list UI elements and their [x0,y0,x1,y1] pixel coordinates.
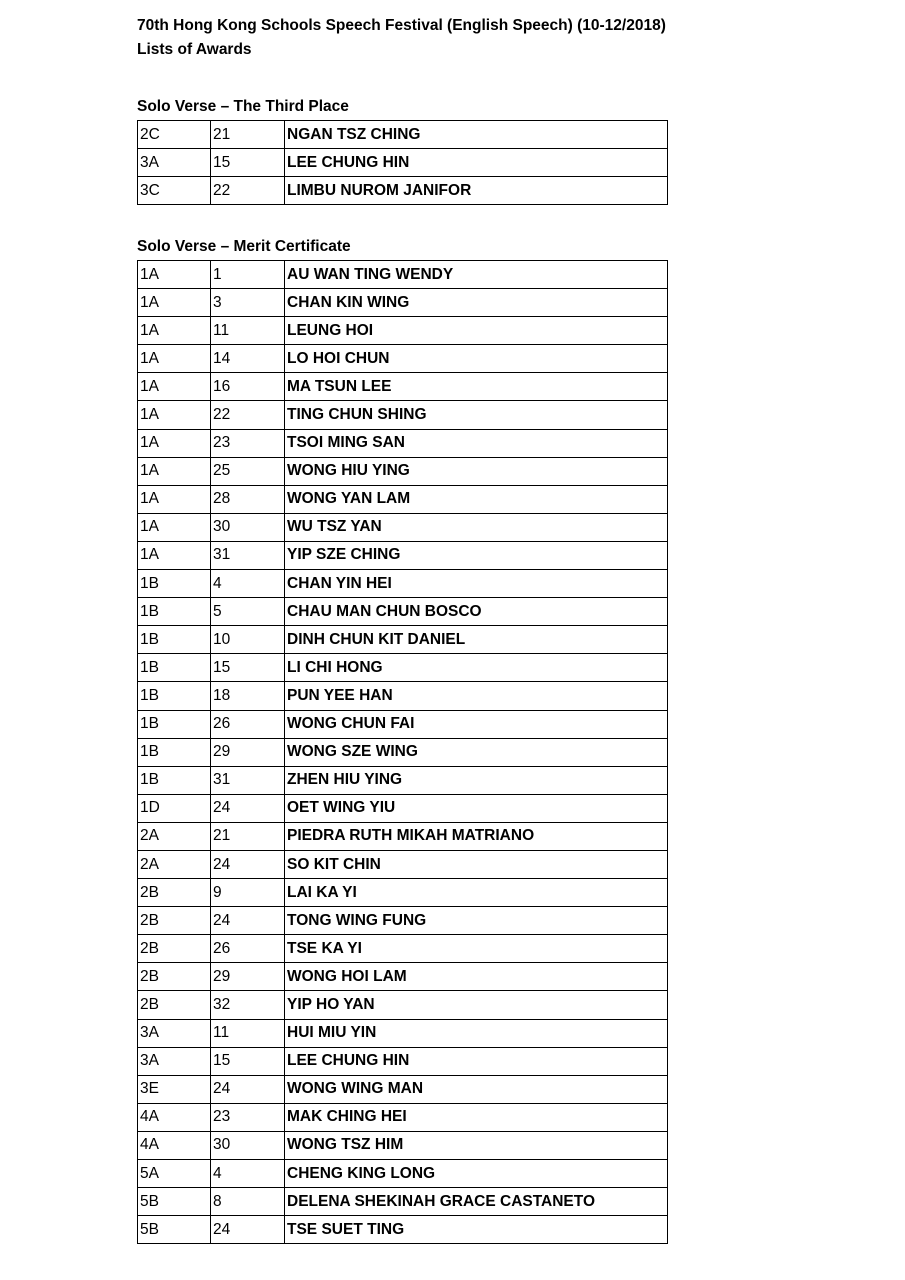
student-name-cell: PIEDRA RUTH MIKAH MATRIANO [285,822,668,850]
student-name-cell: LEE CHUNG HIN [285,1047,668,1075]
class-cell: 2B [138,907,211,935]
class-cell: 5A [138,1160,211,1188]
class-cell: 1A [138,401,211,429]
table-row [138,121,668,149]
table-row [138,261,668,289]
class-number-cell: 24 [211,907,285,935]
section-heading-merit-certificate: Solo Verse – Merit Certificate [137,238,351,255]
class-number-cell: 1 [211,261,285,289]
class-cell: 1A [138,373,211,401]
student-name-cell: HUI MIU YIN [285,1019,668,1047]
student-name-cell: OET WING YIU [285,794,668,822]
class-cell: 1B [138,626,211,654]
student-name-cell: PUN YEE HAN [285,682,668,710]
table-row [138,682,668,710]
table-row [138,429,668,457]
student-name-cell: DINH CHUN KIT DANIEL [285,626,668,654]
class-number-cell: 15 [211,654,285,682]
class-cell: 1D [138,794,211,822]
table-row [138,513,668,541]
student-name-cell: MA TSUN LEE [285,373,668,401]
document-title [137,14,666,62]
class-number-cell: 26 [211,935,285,963]
table-row [138,1019,668,1047]
class-number-cell: 5 [211,598,285,626]
student-name-cell: ZHEN HIU YING [285,766,668,794]
class-number-cell: 25 [211,457,285,485]
merit-certificate-table [137,260,668,1244]
student-name-cell: TSE KA YI [285,935,668,963]
student-name-cell: TING CHUN SHING [285,401,668,429]
table-row [138,766,668,794]
class-cell: 1A [138,289,211,317]
class-cell: 1A [138,429,211,457]
class-cell: 1A [138,457,211,485]
class-number-cell: 10 [211,626,285,654]
class-number-cell: 23 [211,1103,285,1131]
student-name-cell: LIMBU NUROM JANIFOR [285,177,668,205]
student-name-cell: CHENG KING LONG [285,1160,668,1188]
class-number-cell: 15 [211,1047,285,1075]
class-number-cell: 21 [211,822,285,850]
table-row [138,626,668,654]
merit-certificate-table-body [138,261,668,1244]
class-cell: 1B [138,710,211,738]
table-row [138,879,668,907]
table-row [138,822,668,850]
class-cell: 1A [138,513,211,541]
class-number-cell: 29 [211,738,285,766]
student-name-cell: DELENA SHEKINAH GRACE CASTANETO [285,1188,668,1216]
third-place-table-body [138,121,668,205]
class-cell: 1B [138,738,211,766]
class-number-cell: 24 [211,1075,285,1103]
table-row [138,1160,668,1188]
class-number-cell: 30 [211,1131,285,1159]
student-name-cell: YIP SZE CHING [285,541,668,569]
student-name-cell: LI CHI HONG [285,654,668,682]
student-name-cell: WONG TSZ HIM [285,1131,668,1159]
table-row [138,570,668,598]
class-cell: 1B [138,682,211,710]
table-row [138,963,668,991]
class-cell: 3E [138,1075,211,1103]
title-line-1: 70th Hong Kong Schools Speech Festival (English Speech) (10-12/2018) [137,17,666,34]
class-number-cell: 22 [211,177,285,205]
class-cell: 5B [138,1188,211,1216]
student-name-cell: LEUNG HOI [285,317,668,345]
class-number-cell: 8 [211,1188,285,1216]
class-cell: 3A [138,149,211,177]
student-name-cell: TSOI MING SAN [285,429,668,457]
student-name-cell: LAI KA YI [285,879,668,907]
table-row [138,794,668,822]
table-row [138,345,668,373]
table-row [138,485,668,513]
class-cell: 4A [138,1131,211,1159]
class-number-cell: 14 [211,345,285,373]
student-name-cell: WONG YAN LAM [285,485,668,513]
table-row [138,991,668,1019]
class-number-cell: 24 [211,794,285,822]
class-cell: 1A [138,541,211,569]
class-number-cell: 21 [211,121,285,149]
class-cell: 1A [138,261,211,289]
class-number-cell: 28 [211,485,285,513]
table-row [138,738,668,766]
class-cell: 1A [138,345,211,373]
class-number-cell: 31 [211,541,285,569]
table-row [138,149,668,177]
class-number-cell: 16 [211,373,285,401]
class-number-cell: 30 [211,513,285,541]
table-row [138,1216,668,1244]
student-name-cell: TONG WING FUNG [285,907,668,935]
title-line-2: Lists of Awards [137,41,252,58]
table-row [138,850,668,878]
third-place-table [137,120,668,205]
class-cell: 2B [138,963,211,991]
class-cell: 3C [138,177,211,205]
class-number-cell: 23 [211,429,285,457]
table-row [138,1047,668,1075]
class-cell: 1B [138,766,211,794]
class-number-cell: 11 [211,317,285,345]
table-row [138,457,668,485]
class-number-cell: 3 [211,289,285,317]
class-cell: 1A [138,485,211,513]
table-row [138,1103,668,1131]
class-number-cell: 15 [211,149,285,177]
table-row [138,317,668,345]
class-number-cell: 22 [211,401,285,429]
student-name-cell: WU TSZ YAN [285,513,668,541]
class-number-cell: 4 [211,1160,285,1188]
table-row [138,289,668,317]
class-cell: 2A [138,850,211,878]
class-cell: 2C [138,121,211,149]
table-row [138,710,668,738]
class-cell: 2A [138,822,211,850]
student-name-cell: LO HOI CHUN [285,345,668,373]
class-cell: 2B [138,991,211,1019]
student-name-cell: WONG HOI LAM [285,963,668,991]
class-number-cell: 24 [211,850,285,878]
class-number-cell: 32 [211,991,285,1019]
student-name-cell: TSE SUET TING [285,1216,668,1244]
class-number-cell: 26 [211,710,285,738]
class-cell: 2B [138,879,211,907]
class-cell: 4A [138,1103,211,1131]
student-name-cell: WONG HIU YING [285,457,668,485]
class-number-cell: 29 [211,963,285,991]
class-cell: 1A [138,317,211,345]
class-cell: 3A [138,1047,211,1075]
student-name-cell: WONG WING MAN [285,1075,668,1103]
class-cell: 1B [138,654,211,682]
table-row [138,1131,668,1159]
class-cell: 1B [138,598,211,626]
table-row [138,541,668,569]
student-name-cell: WONG CHUN FAI [285,710,668,738]
table-row [138,373,668,401]
student-name-cell: CHAU MAN CHUN BOSCO [285,598,668,626]
student-name-cell: MAK CHING HEI [285,1103,668,1131]
table-row [138,401,668,429]
student-name-cell: LEE CHUNG HIN [285,149,668,177]
class-number-cell: 24 [211,1216,285,1244]
class-number-cell: 31 [211,766,285,794]
table-row [138,935,668,963]
section-heading-third-place: Solo Verse – The Third Place [137,98,349,115]
table-row [138,1188,668,1216]
table-row [138,907,668,935]
student-name-cell: AU WAN TING WENDY [285,261,668,289]
student-name-cell: CHAN KIN WING [285,289,668,317]
student-name-cell: CHAN YIN HEI [285,570,668,598]
table-row [138,177,668,205]
student-name-cell: SO KIT CHIN [285,850,668,878]
class-cell: 5B [138,1216,211,1244]
table-row [138,1075,668,1103]
student-name-cell: WONG SZE WING [285,738,668,766]
student-name-cell: NGAN TSZ CHING [285,121,668,149]
table-row [138,598,668,626]
class-cell: 1B [138,570,211,598]
class-cell: 2B [138,935,211,963]
student-name-cell: YIP HO YAN [285,991,668,1019]
class-number-cell: 9 [211,879,285,907]
table-row [138,654,668,682]
class-cell: 3A [138,1019,211,1047]
class-number-cell: 18 [211,682,285,710]
class-number-cell: 11 [211,1019,285,1047]
class-number-cell: 4 [211,570,285,598]
